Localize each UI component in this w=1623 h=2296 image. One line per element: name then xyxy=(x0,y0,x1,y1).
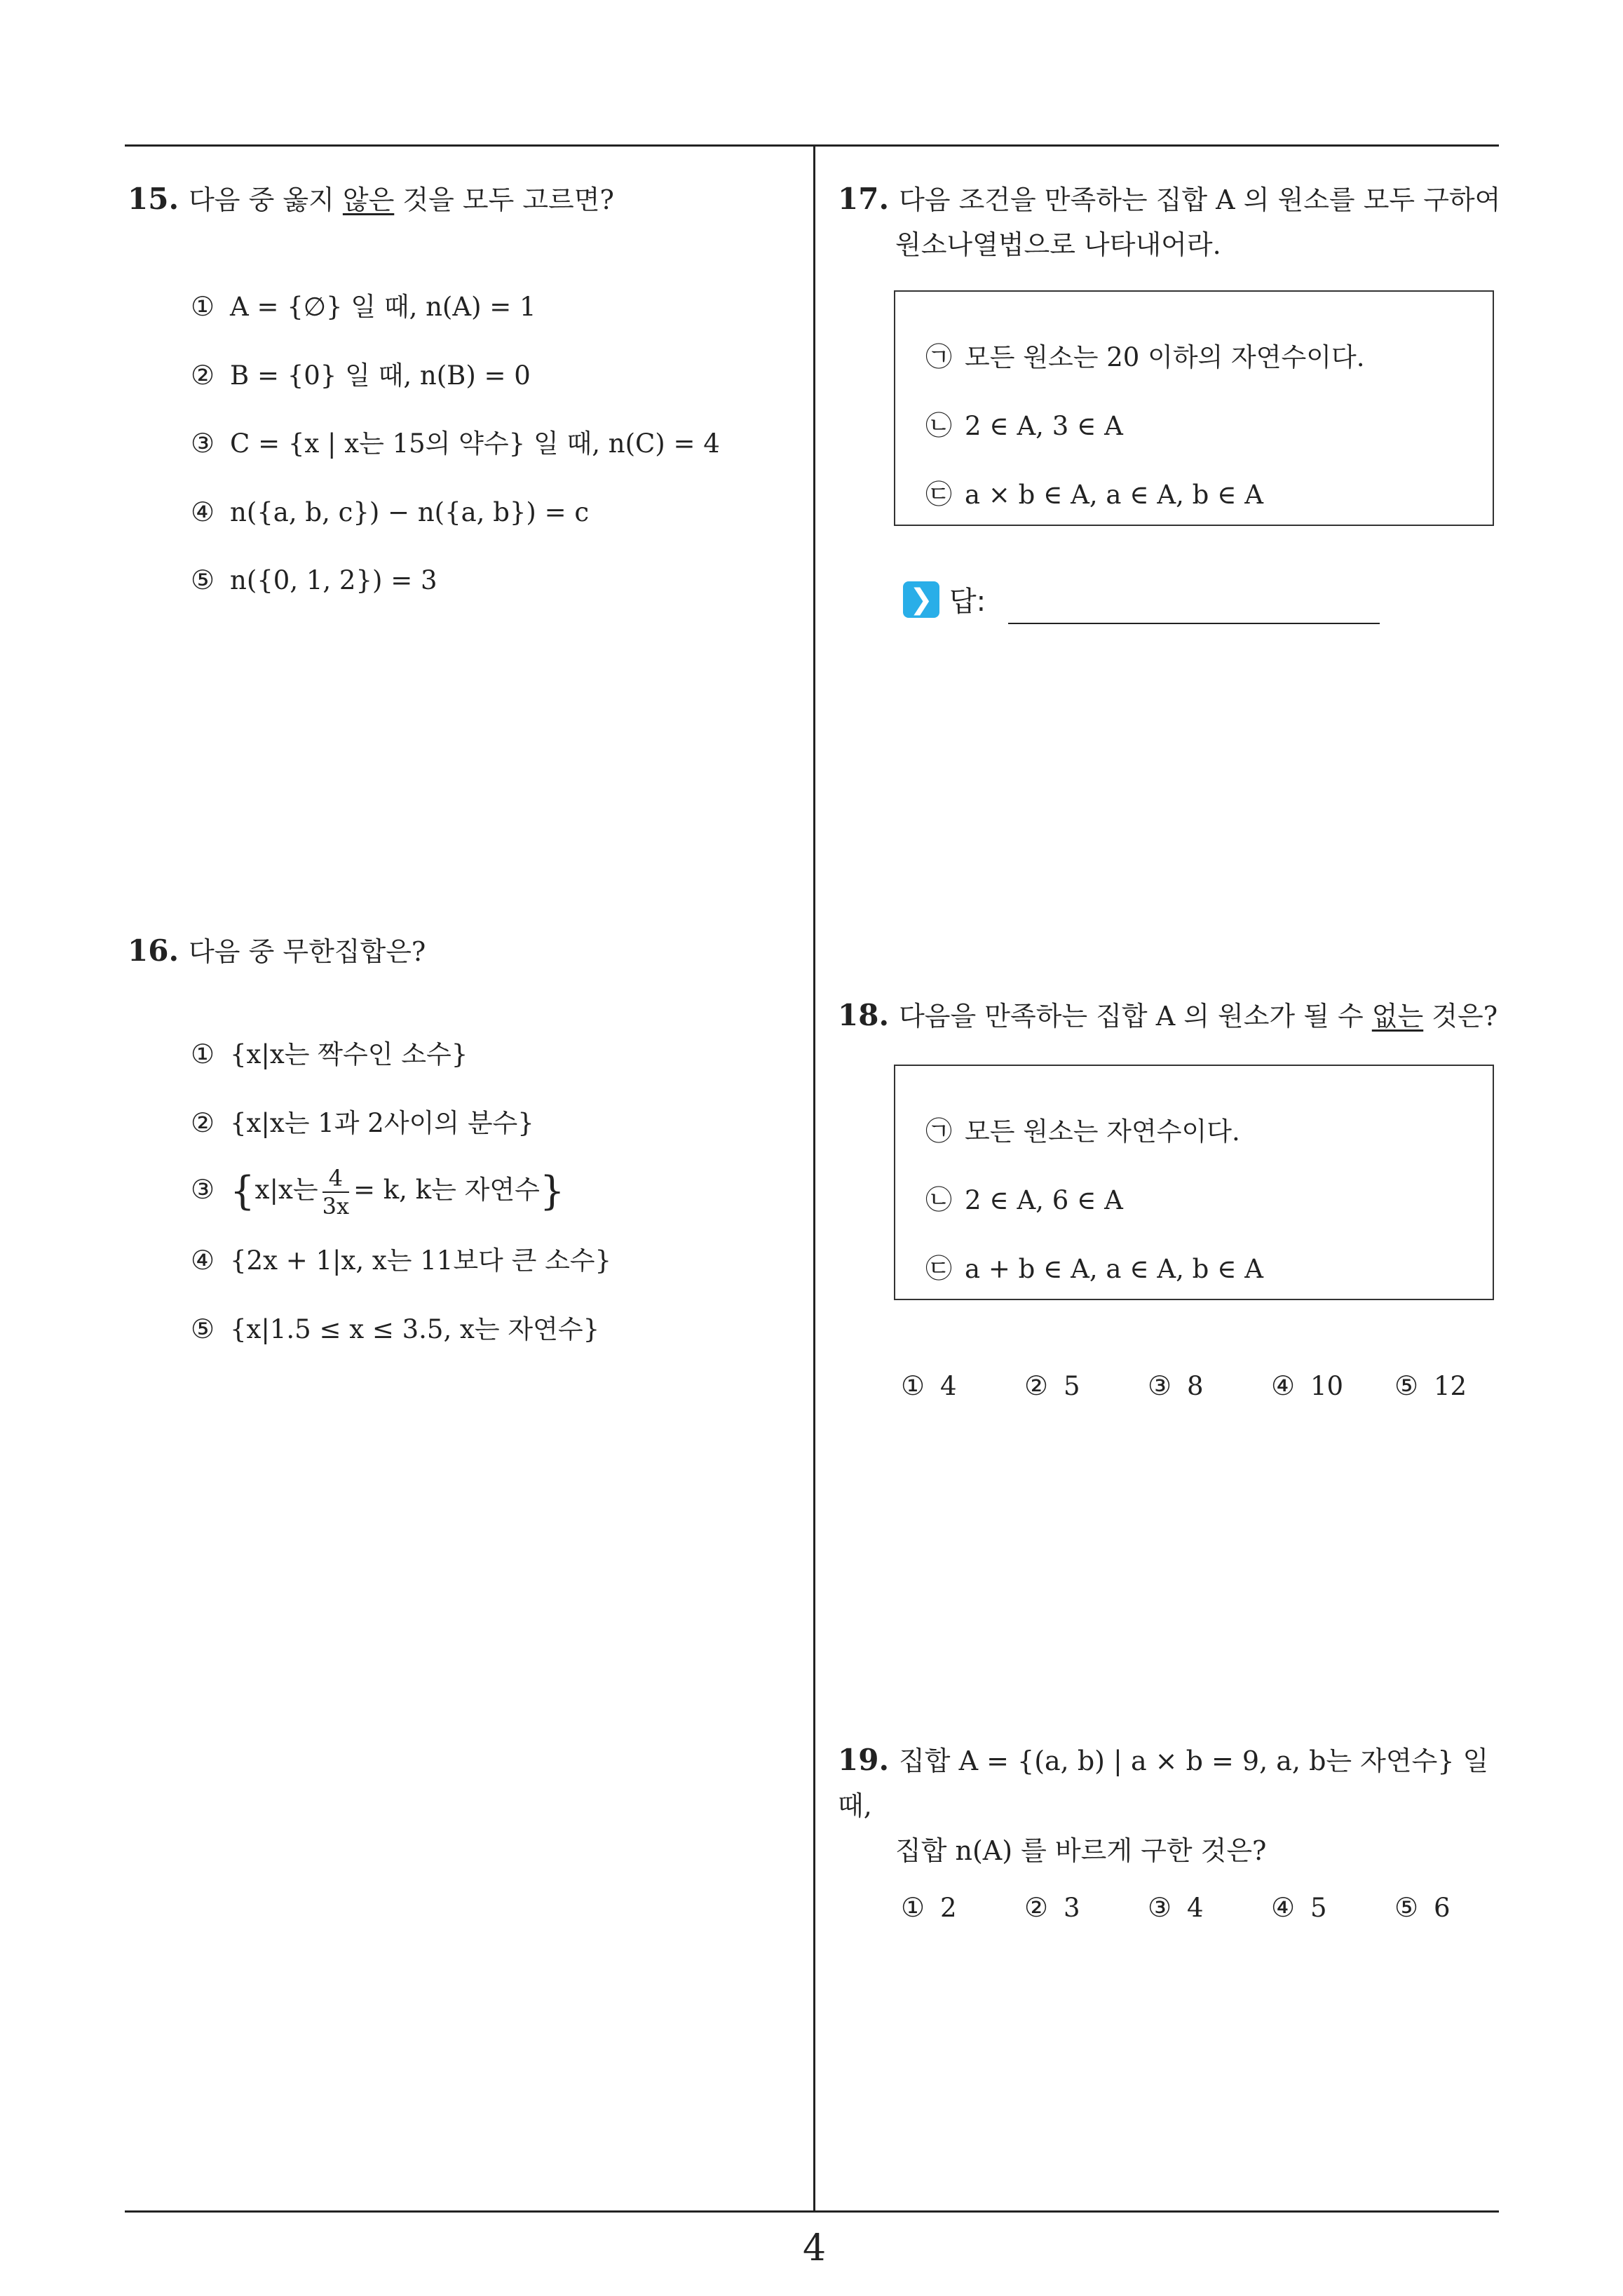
condition-text: 2 ∈ A, 3 ∈ A xyxy=(965,411,1123,441)
condition-mark: ㉡ xyxy=(925,1184,953,1215)
condition-3 xyxy=(925,1247,1263,1285)
condition-text: 2 ∈ A, 6 ∈ A xyxy=(965,1185,1123,1215)
choice-value: 4 xyxy=(940,1371,957,1401)
choice-2[interactable] xyxy=(1024,1892,1148,1923)
question-text: 다음 중 옳지 xyxy=(189,184,343,215)
option-text: C = {x | x는 15의 약수} 일 때, n(C) = 4 xyxy=(230,428,720,459)
question-text: 다음을 만족하는 집합 A 의 원소가 될 수 xyxy=(899,1001,1372,1032)
question-19 xyxy=(838,1738,1511,1873)
answer-field[interactable] xyxy=(903,579,986,619)
choice-mark: ② xyxy=(1024,1370,1049,1401)
choice-mark: ④ xyxy=(1271,1892,1296,1923)
option-text: {x|1.5 ≤ x ≤ 3.5, x는 자연수} xyxy=(230,1314,600,1344)
choice-value: 5 xyxy=(1064,1371,1080,1401)
question-number: 17. xyxy=(838,182,890,216)
question-18 xyxy=(838,993,1511,1039)
bottom-rule xyxy=(125,2210,1499,2213)
option-text: n({a, b, c}) − n({a, b}) = c xyxy=(230,497,590,527)
option-mark: ① xyxy=(191,1039,215,1069)
choice-3[interactable] xyxy=(1148,1892,1271,1923)
chevron-right-icon: ❯ xyxy=(903,581,939,618)
choice-value: 6 xyxy=(1434,1893,1451,1923)
choice-2[interactable] xyxy=(1024,1370,1148,1401)
condition-2 xyxy=(925,1178,1123,1217)
option-text: {x|x는 1과 2사이의 분수} xyxy=(230,1108,534,1138)
option-5[interactable] xyxy=(191,562,437,598)
choice-value: 4 xyxy=(1187,1893,1204,1923)
option-text: A = {∅} 일 때, n(A) = 1 xyxy=(230,292,536,322)
option-5[interactable] xyxy=(191,1311,599,1347)
choice-value: 3 xyxy=(1064,1893,1080,1923)
choice-1[interactable] xyxy=(901,1370,1024,1401)
question-15 xyxy=(128,177,801,222)
choice-5[interactable] xyxy=(1394,1370,1518,1401)
question-text: 집합 A = {(a, b) | a × b = 9, a, b는 자연수} 일 때, xyxy=(838,1745,1489,1821)
choice-5[interactable] xyxy=(1394,1892,1518,1923)
condition-text: 모든 원소는 자연수이다. xyxy=(965,1116,1240,1147)
option-1[interactable] xyxy=(191,1036,468,1072)
option-mark: ④ xyxy=(191,1245,215,1276)
top-rule xyxy=(125,144,1499,147)
question-text: 다음 조건을 만족하는 집합 A 의 원소를 모두 구하여 xyxy=(899,184,1501,215)
option-text: x|x는 xyxy=(254,1175,318,1205)
choice-mark: ⑤ xyxy=(1394,1370,1419,1401)
option-mark: ④ xyxy=(191,497,215,527)
column-divider xyxy=(813,144,815,2212)
choice-value: 10 xyxy=(1310,1371,1344,1401)
choice-mark: ③ xyxy=(1148,1892,1172,1923)
choice-mark: ④ xyxy=(1271,1370,1296,1401)
choice-value: 12 xyxy=(1434,1371,1467,1401)
option-3[interactable] xyxy=(191,1161,565,1220)
fraction-numerator: 4 xyxy=(322,1165,349,1193)
question-text-underlined: 않은 xyxy=(342,184,395,215)
choice-4[interactable] xyxy=(1271,1892,1394,1923)
option-text: n({0, 1, 2}) = 3 xyxy=(230,565,437,595)
question-text: 것은? xyxy=(1423,1001,1498,1032)
option-1[interactable] xyxy=(191,289,536,325)
choice-mark: ③ xyxy=(1148,1370,1172,1401)
condition-3 xyxy=(925,473,1263,511)
question-number: 19. xyxy=(838,1743,890,1777)
question-number: 18. xyxy=(838,998,890,1032)
answer-choices xyxy=(901,1370,1518,1401)
fraction-denominator: 3x xyxy=(322,1192,349,1220)
option-mark: ⑤ xyxy=(191,1314,215,1344)
close-brace: } xyxy=(539,1168,565,1215)
choice-value: 5 xyxy=(1310,1893,1327,1923)
choice-mark: ① xyxy=(901,1370,925,1401)
question-16 xyxy=(128,928,801,974)
option-2[interactable] xyxy=(191,1105,534,1141)
option-text: = k, k는 자연수 xyxy=(353,1175,540,1205)
choice-value: 2 xyxy=(940,1893,957,1923)
question-text: 집합 n(A) 를 바르게 구한 것은? xyxy=(895,1835,1267,1866)
option-4[interactable] xyxy=(191,1243,611,1278)
condition-mark: ㉠ xyxy=(925,342,953,372)
condition-1 xyxy=(925,1109,1240,1148)
option-text: {2x + 1|x, x는 11보다 큰 소수} xyxy=(230,1245,612,1276)
choice-mark: ② xyxy=(1024,1892,1049,1923)
option-mark: ② xyxy=(191,360,215,391)
question-text: 원소나열법으로 나타내어라. xyxy=(895,229,1221,260)
condition-2 xyxy=(925,404,1123,443)
fraction xyxy=(322,1165,349,1220)
page-number: 4 xyxy=(803,2227,827,2269)
question-text: 것을 모두 고르면? xyxy=(394,184,614,215)
option-mark: ③ xyxy=(191,428,215,459)
choice-mark: ⑤ xyxy=(1394,1892,1419,1923)
option-mark: ③ xyxy=(191,1174,215,1205)
condition-text: a × b ∈ A, a ∈ A, b ∈ A xyxy=(965,480,1263,510)
choice-value: 8 xyxy=(1187,1371,1204,1401)
question-text-underlined: 없는 xyxy=(1371,1001,1424,1032)
condition-text: a + b ∈ A, a ∈ A, b ∈ A xyxy=(965,1254,1263,1284)
option-mark: ⑤ xyxy=(191,565,215,595)
answer-choices xyxy=(901,1892,1518,1923)
option-2[interactable] xyxy=(191,358,531,393)
option-text: {x|x는 짝수인 소수} xyxy=(230,1039,468,1069)
open-brace: { xyxy=(230,1168,255,1215)
option-4[interactable] xyxy=(191,494,589,530)
question-number: 15. xyxy=(128,182,179,216)
option-3[interactable] xyxy=(191,426,720,461)
condition-mark: ㉡ xyxy=(925,410,953,441)
option-text: B = {0} 일 때, n(B) = 0 xyxy=(230,360,531,391)
choice-3[interactable] xyxy=(1148,1370,1271,1401)
condition-text: 모든 원소는 20 이하의 자연수이다. xyxy=(965,342,1365,372)
option-mark: ① xyxy=(191,291,215,322)
question-number: 16. xyxy=(128,933,179,968)
condition-mark: ㉠ xyxy=(925,1116,953,1147)
answer-label: 답: xyxy=(949,586,986,618)
answer-blank[interactable] xyxy=(1008,623,1380,624)
choice-4[interactable] xyxy=(1271,1370,1394,1401)
question-text: 다음 중 무한집합은? xyxy=(189,936,426,967)
option-mark: ② xyxy=(191,1107,215,1138)
condition-1 xyxy=(925,335,1365,374)
choice-1[interactable] xyxy=(901,1892,1024,1923)
choice-mark: ① xyxy=(901,1892,925,1923)
condition-mark: ㉢ xyxy=(925,1253,953,1284)
question-17 xyxy=(838,177,1511,267)
condition-mark: ㉢ xyxy=(925,479,953,510)
